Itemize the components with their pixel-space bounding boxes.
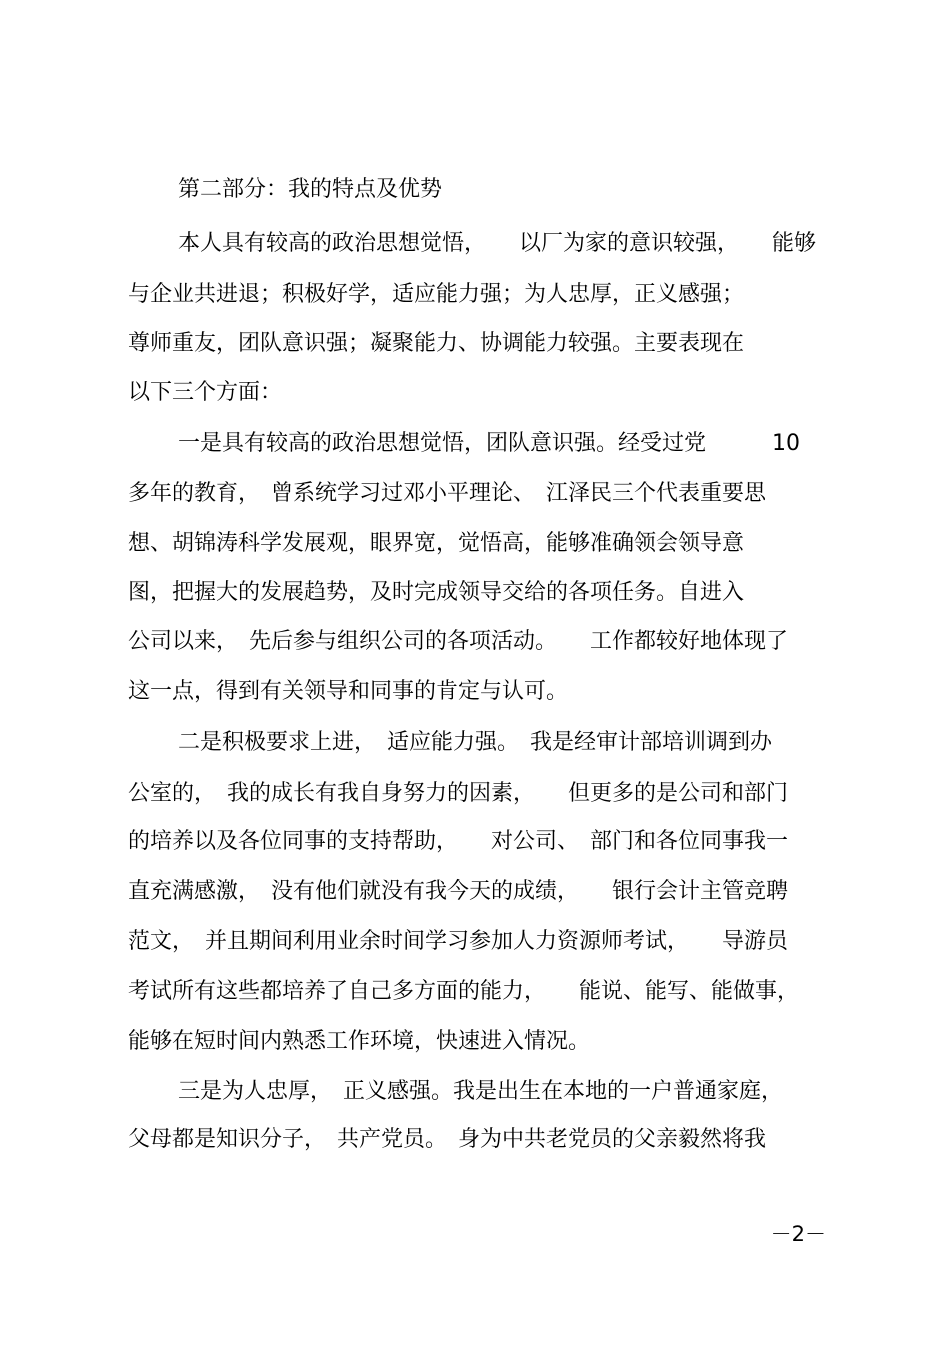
paragraph-line: 二是积极要求上进， 适应能力强。 我是经审计部培训调到办 (178, 730, 773, 755)
paragraph-line: 公室的， 我的成长有我自身努力的因素， 但更多的是公司和部门 (128, 781, 789, 806)
paragraph-line: 考试所有这些都培养了自己多方面的能力， 能说、能写、能做事， (128, 979, 800, 1004)
paragraph-line: 想、胡锦涛科学发展观，眼界宽，觉悟高，能够准确领会领导意 (128, 531, 745, 556)
paragraph-line: 图，把握大的发展趋势，及时完成领导交给的各项任务。自进入 (128, 580, 745, 605)
paragraph-line: 直充满感激， 没有他们就没有我今天的成绩， 银行会计主管竞聘 (128, 879, 789, 904)
paragraph-line: 的培养以及各位同事的支持帮助， 对公司、 部门和各位同事我一 (128, 829, 789, 854)
paragraph-line: 三是为人忠厚， 正义感强。我是出生在本地的一户普通家庭， (178, 1079, 784, 1104)
page-number: －2－ (770, 1222, 826, 1246)
paragraph-line: 能够在短时间内熟悉工作环境，快速进入情况。 (128, 1029, 591, 1054)
section-heading: 第二部分：我的特点及优势 (178, 177, 443, 202)
paragraph-line: 一是具有较高的政治思想觉悟，团队意识强。经受过党 10 (178, 431, 800, 456)
paragraph-line: 以下三个方面： (128, 380, 283, 405)
paragraph-line: 父母都是知识分子， 共产党员。 身为中共老党员的父亲毅然将我 (128, 1127, 767, 1152)
paragraph-line: 范文， 并且期间利用业余时间学习参加人力资源师考试， 导游员 (128, 929, 789, 954)
paragraph-line: 尊师重友，团队意识强；凝聚能力、协调能力较强。主要表现在 (128, 331, 745, 356)
paragraph-line: 本人具有较高的政治思想觉悟， 以厂为家的意识较强， 能够 (178, 231, 817, 256)
paragraph-line: 与企业共进退；积极好学，适应能力强；为人忠厚，正义感强； (128, 282, 745, 307)
paragraph-line: 这一点，得到有关领导和同事的肯定与认可。 (128, 679, 569, 704)
paragraph-line: 多年的教育， 曾系统学习过邓小平理论、 江泽民三个代表重要思 (128, 481, 767, 506)
paragraph-line: 公司以来， 先后参与组织公司的各项活动。 工作都较好地体现了 (128, 629, 789, 654)
